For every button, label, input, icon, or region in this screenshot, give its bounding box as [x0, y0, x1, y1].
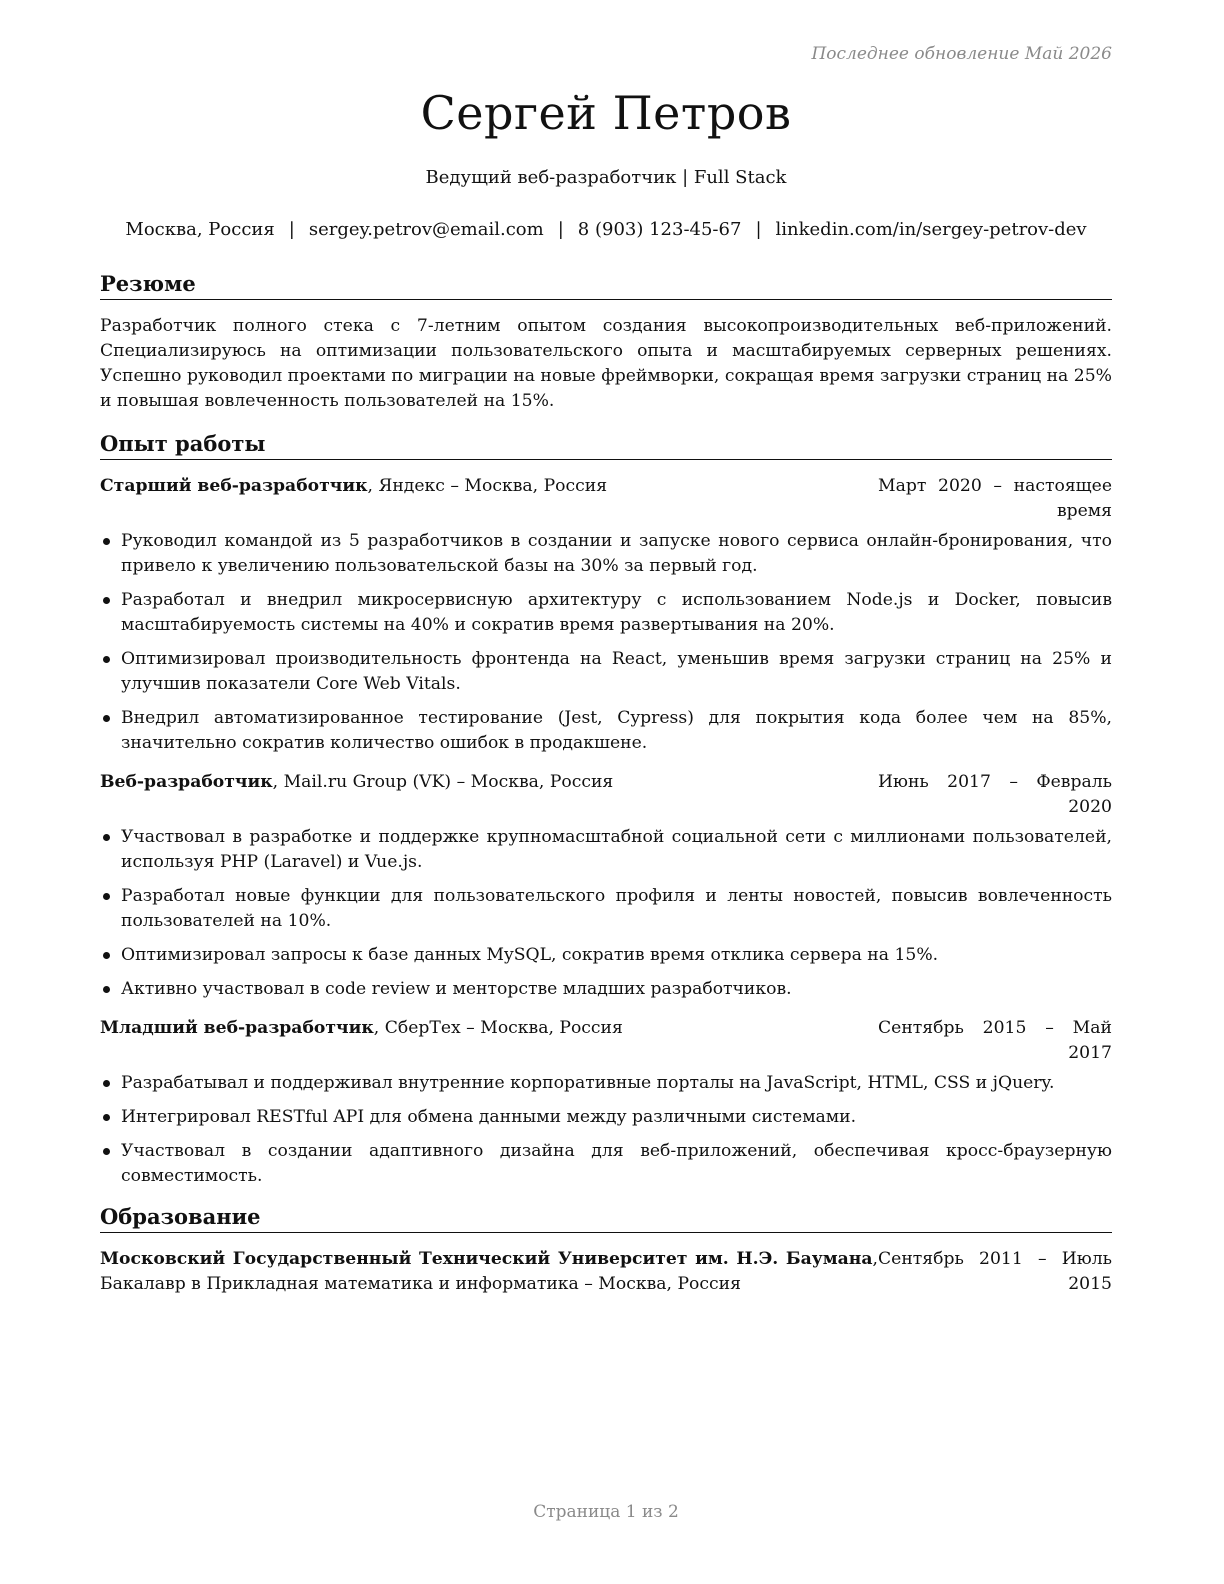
- job-title-line: [100, 474, 878, 499]
- bullet-dot-icon: [103, 1114, 110, 1121]
- section-title-education: Образование: [100, 1203, 1112, 1233]
- job-entry: [100, 770, 1112, 1002]
- summary-text: Разработчик полного стека с 7-летним опытом создания высокопроизводительных веб-приложений. Специализируюсь на оптимизации пользовательского опыта и масштабируемых серверных решениях. Успешно руководил проектами по миграции на новые фреймворки, сокращая время загрузки страниц на 25% и повышая вовлеченность пользователей на 15%.: [100, 316, 1112, 411]
- bullet-text: Руководил командой из 5 разработчиков в создании и запуске нового сервиса онлайн-бронирования, что привело к увеличению пользовательской базы на 30% за первый год.: [121, 531, 1112, 576]
- bullet-dot-icon: [103, 715, 110, 722]
- bullet-text: Оптимизировал производительность фронтенда на React, уменьшив время загрузки страниц на 25% и улучшив показатели Core Web Vitals.: [121, 649, 1112, 694]
- list-item: [100, 529, 1112, 579]
- job-bullet-list: [100, 529, 1112, 756]
- bullet-dot-icon: [103, 538, 110, 545]
- list-item: [100, 1139, 1112, 1189]
- bullet-text: Внедрил автоматизированное тестирование (Jest, Cypress) для покрытия кода более чем на 85%, значительно сократив количество ошибок в продакшене.: [121, 708, 1112, 753]
- bullet-dot-icon: [103, 1148, 110, 1155]
- education-details: , Бакалавр в Прикладная математика и информатика – Москва, Россия: [100, 1249, 878, 1294]
- contact-location: Москва, Россия: [125, 219, 275, 240]
- job-role: Веб-разработчик: [100, 772, 273, 792]
- page-indicator: Страница 1 из 2: [533, 1502, 679, 1522]
- bullet-dot-icon: [103, 893, 110, 900]
- contact-linkedin[interactable]: linkedin.com/in/sergey-petrov-dev: [775, 219, 1087, 240]
- job-role: Младший веб-разработчик: [100, 1018, 374, 1038]
- job-bullet-list: [100, 1071, 1112, 1189]
- list-item: [100, 825, 1112, 875]
- job-company: , Яндекс – Москва, Россия: [367, 476, 608, 496]
- list-item: [100, 647, 1112, 697]
- candidate-headline: Ведущий веб-разработчик | Full Stack: [425, 167, 787, 188]
- job-company: , СберТех – Москва, Россия: [373, 1018, 623, 1038]
- job-header: [100, 474, 1112, 524]
- education-dates: Сентябрь 2011 – Июль 2015: [878, 1249, 1112, 1294]
- education-institution: Московский Государственный Технический Университет им. Н.Э. Баумана: [100, 1249, 873, 1269]
- bullet-text: Разработал и внедрил микросервисную архитектуру с использованием Node.js и Docker, повысив масштабируемость системы на 40% и сократив время развертывания на 20%.: [121, 590, 1112, 635]
- bullet-text: Интегрировал RESTful API для обмена данными между различными системами.: [121, 1107, 857, 1127]
- candidate-name: Сергей Петров: [420, 86, 792, 140]
- bullet-text: Разрабатывал и поддерживал внутренние корпоративные порталы на JavaScript, HTML, CSS и jQuery.: [121, 1073, 1055, 1093]
- contact-phone[interactable]: 8 (903) 123-45-67: [577, 219, 742, 240]
- list-item: [100, 977, 1112, 1002]
- education-title-line: [100, 1247, 878, 1297]
- bullet-dot-icon: [103, 952, 110, 959]
- job-header: [100, 770, 1112, 820]
- bullet-dot-icon: [103, 986, 110, 993]
- bullet-text: Разработал новые функции для пользовательского профиля и ленты новостей, повысив вовлеченность пользователей на 10%.: [121, 886, 1112, 931]
- job-entry: [100, 1016, 1112, 1189]
- job-dates: Сентябрь 2015 – Май 2017: [878, 1018, 1112, 1063]
- job-title-line: [100, 770, 878, 795]
- list-item: [100, 1105, 1112, 1130]
- section-title-summary: Резюме: [100, 270, 1112, 300]
- resume-page: [100, 0, 1112, 1584]
- job-header: [100, 1016, 1112, 1066]
- last-updated-note: Последнее обновление Май 2026: [811, 44, 1112, 64]
- bullet-text: Участвовал в создании адаптивного дизайна для веб-приложений, обеспечивая кросс-браузерную совместимость.: [121, 1141, 1112, 1186]
- job-title-line: [100, 1016, 878, 1041]
- education-entry: [100, 1247, 1112, 1297]
- job-dates: Июнь 2017 – Февраль 2020: [878, 772, 1112, 817]
- contact-line: [100, 219, 1112, 240]
- list-item: [100, 884, 1112, 934]
- job-entry: [100, 474, 1112, 756]
- contact-separator: |: [288, 219, 295, 240]
- contact-separator: |: [557, 219, 564, 240]
- bullet-dot-icon: [103, 834, 110, 841]
- list-item: [100, 943, 1112, 968]
- bullet-text: Активно участвовал в code review и менторстве младших разработчиков.: [121, 979, 792, 999]
- job-dates: Март 2020 – настоящее время: [878, 476, 1112, 521]
- job-company: , Mail.ru Group (VK) – Москва, Россия: [272, 772, 614, 792]
- job-role: Старший веб-разработчик: [100, 476, 368, 496]
- list-item: [100, 1071, 1112, 1096]
- job-bullet-list: [100, 825, 1112, 1002]
- contact-separator: |: [755, 219, 762, 240]
- bullet-dot-icon: [103, 1080, 110, 1087]
- contact-email[interactable]: sergey.petrov@email.com: [308, 219, 544, 240]
- bullet-dot-icon: [103, 597, 110, 604]
- section-title-experience: Опыт работы: [100, 430, 1112, 460]
- list-item: [100, 588, 1112, 638]
- bullet-dot-icon: [103, 656, 110, 663]
- bullet-text: Оптимизировал запросы к базе данных MySQL, сократив время отклика сервера на 15%.: [121, 945, 939, 965]
- resume-body: [100, 270, 1112, 1297]
- bullet-text: Участвовал в разработке и поддержке крупномасштабной социальной сети с миллионами пользователей, используя PHP (Laravel) и Vue.js.: [121, 827, 1112, 872]
- list-item: [100, 706, 1112, 756]
